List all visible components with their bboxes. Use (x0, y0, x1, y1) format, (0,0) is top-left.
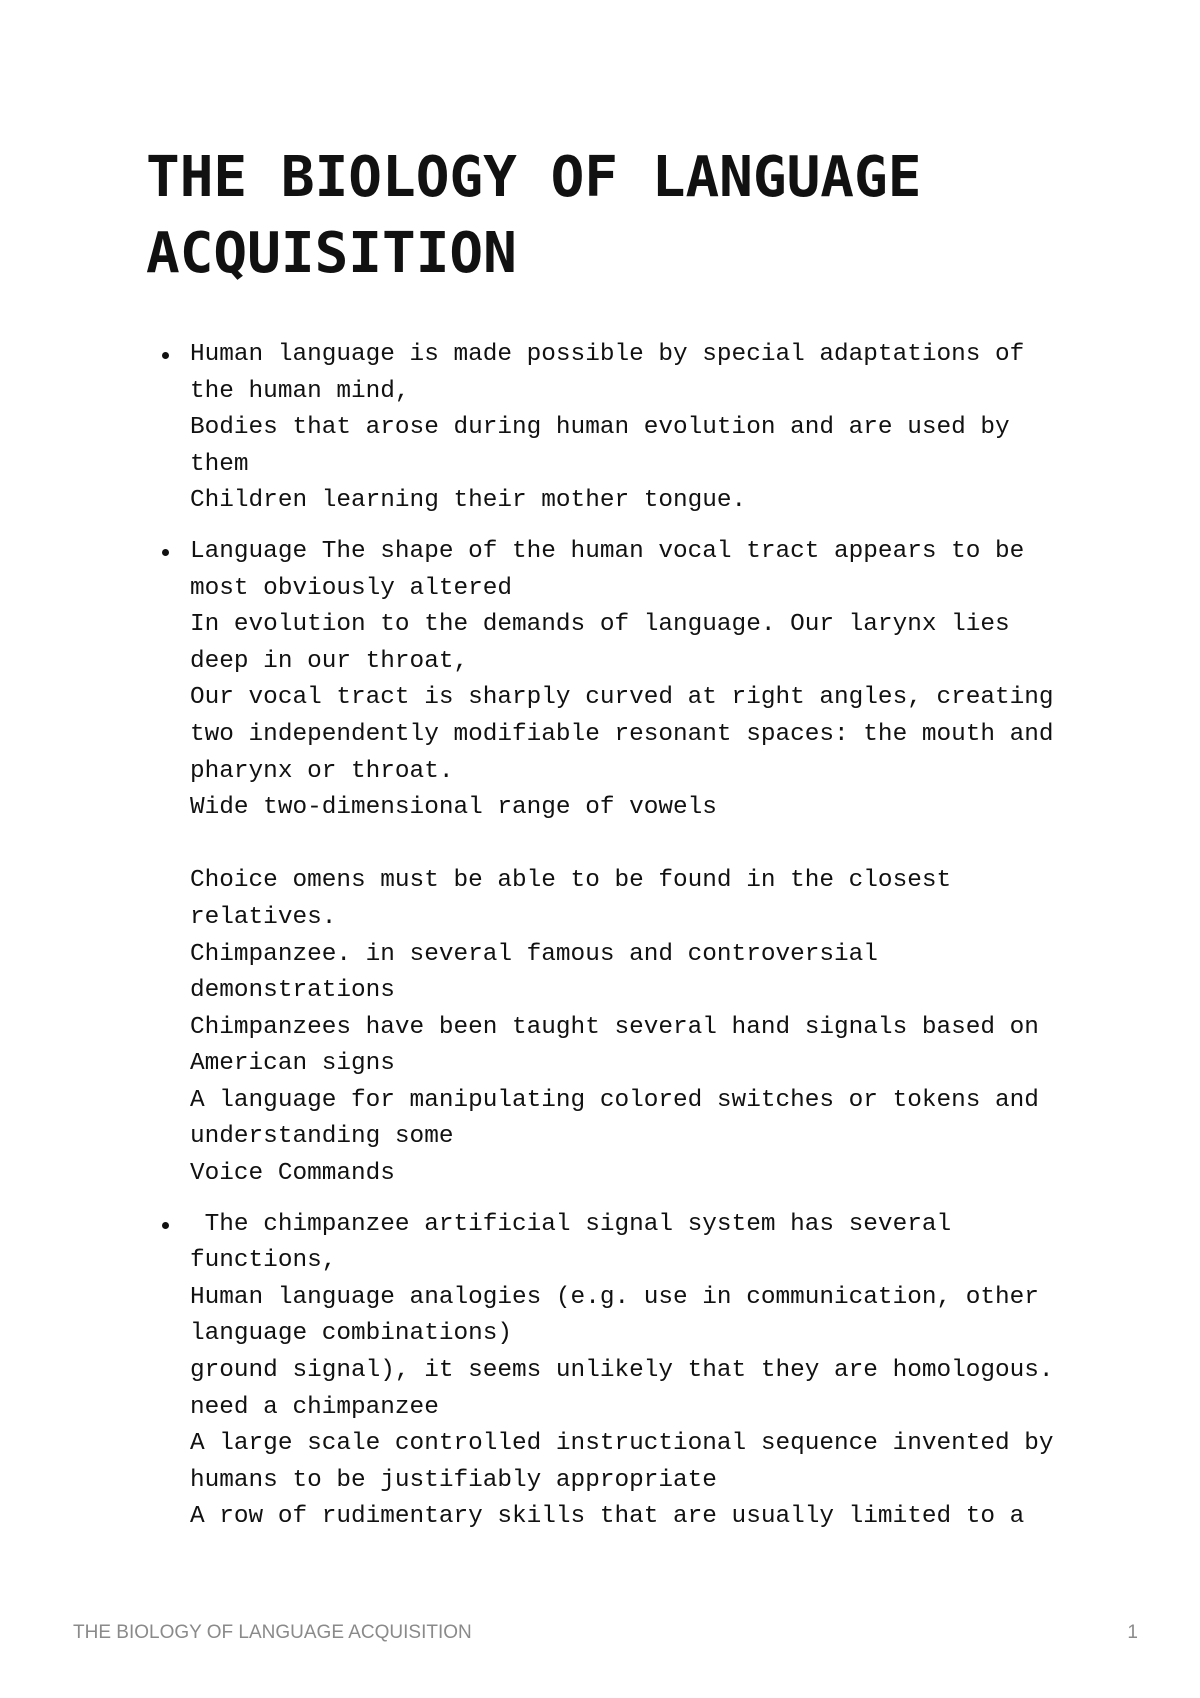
text-line: Chimpanzees have been taught several hand signals based on (190, 1013, 1039, 1041)
text-line: ground signal), it seems unlikely that they are homologous. (190, 1357, 1054, 1385)
text-line: relatives. (190, 903, 337, 931)
text-line: Choice omens must be able to be found in the closest (190, 867, 952, 895)
text-line: deep in our throat, (190, 647, 469, 675)
text-line: need a chimpanzee (190, 1393, 439, 1421)
page-number: 1 (1127, 1622, 1138, 1643)
title-line: ACQUISITION (146, 221, 517, 286)
document-body (146, 337, 1066, 1550)
text-line: Children learning their mother tongue. (190, 487, 747, 515)
text-line: In evolution to the demands of language. Our larynx lies (190, 611, 1010, 639)
text-line: Voice Commands (190, 1160, 395, 1188)
text-line: Our vocal tract is sharply curved at right angles, creating (190, 684, 1054, 712)
text-line: The chimpanzee artificial signal system has several (190, 1210, 952, 1238)
bullet-icon (162, 352, 169, 359)
text-line: Language The shape of the human vocal tract appears to be (190, 537, 1025, 565)
text-line: the human mind, (190, 377, 410, 405)
text-line: Human language analogies (e.g. use in communication, other (190, 1283, 1039, 1311)
text-line: understanding some (190, 1123, 454, 1151)
bullet-item (146, 1207, 1066, 1536)
text-line: language combinations) (190, 1320, 513, 1348)
text-line: Bodies that arose during human evolution and are used by (190, 414, 1010, 442)
bullet-list (146, 337, 1066, 1536)
text-line: Wide two-dimensional range of vowels (190, 794, 717, 822)
text-line: American signs (190, 1050, 395, 1078)
text-line: them (190, 450, 249, 478)
page-title (146, 140, 1106, 292)
text-line: A row of rudimentary skills that are usually limited to a (190, 1503, 1025, 1531)
text-line: two independently modifiable resonant spaces: the mouth and (190, 720, 1054, 748)
text-line: demonstrations (190, 977, 395, 1005)
bullet-item (146, 337, 1066, 520)
blank-line (190, 827, 1066, 864)
title-line: THE BIOLOGY OF LANGUAGE (146, 145, 922, 210)
text-line: Human language is made possible by special adaptations of (190, 341, 1025, 368)
text-line: functions, (190, 1247, 337, 1275)
text-line: Chimpanzee. in several famous and controversial (190, 940, 878, 968)
bullet-item (146, 534, 1066, 1193)
text-line: A language for manipulating colored switches or tokens and (190, 1086, 1039, 1114)
bullet-icon (162, 549, 169, 556)
text-line: pharynx or throat. (190, 757, 454, 785)
text-line: A large scale controlled instructional sequence invented by (190, 1430, 1054, 1458)
text-line: most obviously altered (190, 574, 513, 602)
text-line: humans to be justifiably appropriate (190, 1466, 717, 1494)
bullet-icon (162, 1222, 169, 1229)
footer-title: THE BIOLOGY OF LANGUAGE ACQUISITION (73, 1622, 472, 1643)
